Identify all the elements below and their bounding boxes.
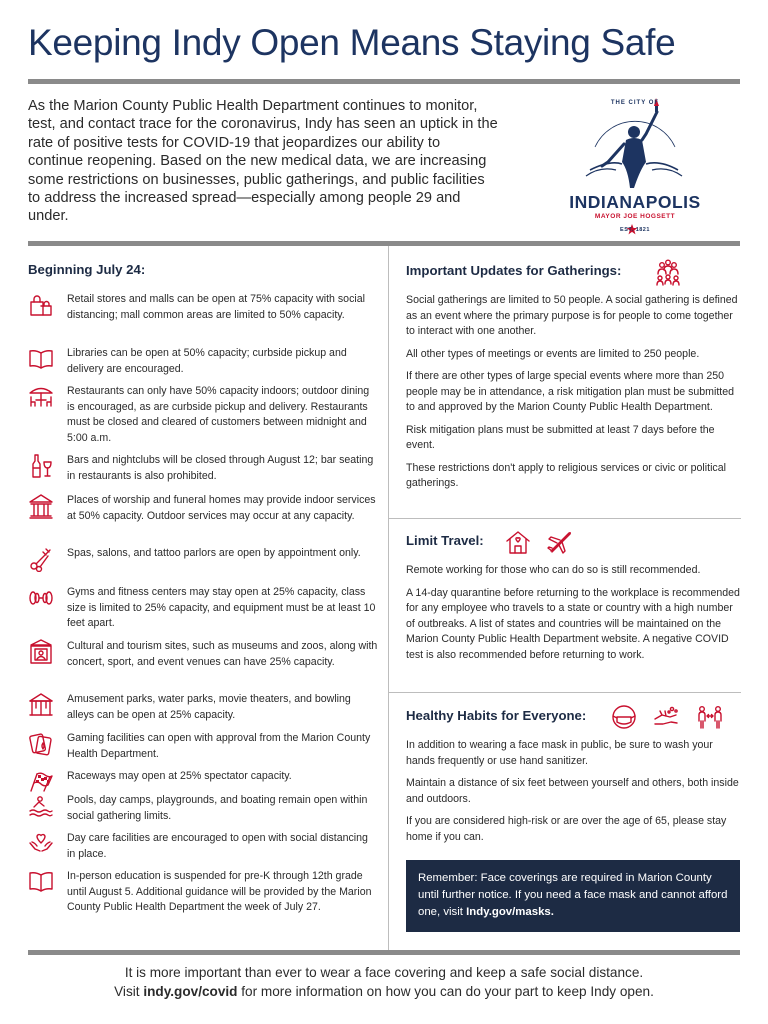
dumbbell-icon — [28, 585, 54, 611]
footer-tail-text: for more information on how you can do your part to keep Indy open. — [237, 983, 654, 999]
footer-line-1: It is more important than ever to wear a face covering and keep a safe social distance. — [124, 965, 644, 980]
gatherings-heading: Important Updates for Gatherings: — [406, 263, 622, 278]
travel-section — [406, 532, 740, 663]
carousel-icon — [28, 692, 54, 718]
item-text: Day care facilities are encouraged to open with social distancing in place. — [67, 832, 368, 860]
item-text: Cultural and tourism sites, such as museums and zoos, along with concert, sport, and event venues can have 25% capacity. — [67, 640, 378, 668]
checkered-flag-icon — [28, 769, 54, 795]
top-rule — [28, 79, 740, 84]
bottom-rule — [28, 950, 740, 955]
column-divider — [388, 246, 389, 950]
item-text: Amusement parks, water parks, movie theaters, and bowling alleys can be open at 25% capacity. — [67, 693, 351, 721]
heart-hands-icon — [28, 831, 54, 857]
item-text: In-person education is suspended for pre-K through 12th grade until August 5. Additional guidance will be provided by the Marion County Public Health Department the week of July 27. — [67, 870, 372, 913]
logo-city-label: THE CITY OF — [610, 100, 660, 106]
logo-name: INDIANAPOLIS — [569, 192, 701, 212]
logo-mayor: MAYOR JOE HOGSETT — [594, 213, 676, 220]
intro-paragraph: As the Marion County Public Health Department continues to monitor, test, and contact trace for the coronavirus, Indy has seen an uptick in the rate of positive tests for COVID-19 that jeopardizes our ability to continue reopening. Based on the new medical data, we are increasing some restrictions on businesses, public gatherings, and public facilities to address the increased spread—especially among people 29 and under. — [28, 98, 498, 225]
open-book-icon — [28, 346, 54, 372]
face-mask-icon — [610, 703, 638, 731]
gatherings-paragraph: If there are other types of large special events where more than 250 people may be in attendance, a risk mitigation plan must be submitted to and approved by the Marion County Public Health Department. — [406, 370, 735, 413]
travel-paragraph: A 14-day quarantine before returning to the workplace is recommended for any employee who travels to a state or country with a high number of outbreaks. A list of states and countries will be maintained on the Marion County Public Health Department website. A negative COVID test is also recommended before returning to work. — [406, 586, 740, 661]
item-text: Raceways may open at 25% spectator capacity. — [67, 770, 292, 782]
swimmer-icon — [28, 793, 54, 819]
section-divider — [389, 692, 741, 693]
wine-bottle-icon — [28, 453, 54, 479]
logo-est: EST. 1821 — [620, 227, 650, 233]
gatherings-paragraph: All other types of meetings or events are limited to 250 people. — [406, 347, 700, 360]
item-text: Libraries can be open at 50% capacity; curbside pickup and delivery are encouraged. — [67, 347, 347, 375]
group-people-icon — [654, 258, 682, 286]
item-text: Spas, salons, and tattoo parlors are open by appointment only. — [67, 547, 361, 559]
footer-visit-text: Visit — [114, 983, 144, 999]
gatherings-paragraph: These restrictions don't apply to religious services or civic or political gatherings. — [406, 461, 726, 489]
item-text: Bars and nightclubs will be closed through August 12; bar seating in restaurants is also prohibited. — [67, 454, 374, 482]
item-text: Gyms and fitness centers may stay open at 25% capacity, class size is limited to 25% capacity, and equipment must be at least 10 feet apart. — [67, 586, 376, 629]
gatherings-paragraph: Social gatherings are limited to 50 people. A social gathering is defined as an event where the primary purpose is for people to come together to interact with one another. — [406, 294, 738, 337]
section-divider — [389, 518, 741, 519]
scissors-icon — [28, 546, 54, 572]
section-rule — [28, 241, 740, 246]
item-text: Pools, day camps, playgrounds, and boating remain open within social gathering limits. — [67, 794, 368, 822]
shopping-bags-icon — [28, 292, 54, 318]
city-logo — [550, 92, 720, 237]
travel-heading: Limit Travel: — [406, 533, 484, 548]
habits-heading: Healthy Habits for Everyone: — [406, 708, 587, 723]
gatherings-section — [406, 262, 740, 492]
masks-link[interactable]: Indy.gov/masks. — [466, 906, 554, 918]
temple-icon — [28, 493, 54, 519]
item-text: Places of worship and funeral homes may provide indoor services at 50% capacity. Outdoor services may occur at any capacity. — [67, 494, 376, 522]
item-text: Gaming facilities can open with approval from the Marion County Health Department. — [67, 732, 371, 760]
item-text: Retail stores and malls can be open at 75% capacity with social distancing; mall common areas are limited to 50% capacity. — [67, 293, 365, 321]
left-heading: Beginning July 24: — [28, 262, 146, 277]
left-column — [28, 262, 378, 913]
habits-paragraph: In addition to wearing a face mask in public, be sure to wash your hands frequently or use hand sanitizer. — [406, 739, 713, 767]
book-icon — [28, 869, 54, 895]
habits-section — [406, 707, 740, 845]
social-distance-people-icon — [696, 703, 724, 731]
habits-paragraph: If you are considered high-risk or are over the age of 65, please stay home if you can. — [406, 815, 727, 843]
footer — [0, 964, 768, 1001]
airplane-icon — [546, 528, 574, 556]
covid-link[interactable]: indy.gov/covid — [143, 983, 238, 999]
playing-cards-icon — [28, 731, 54, 757]
item-text: Restaurants can only have 50% capacity indoors; outdoor dining is encouraged, as are curbside pickup and delivery. Restaurants must be closed and cleared of customers between midnight and 5:00 a.m. — [67, 385, 370, 444]
reminder-box — [406, 860, 740, 932]
footer-line-2 — [0, 983, 768, 1002]
gatherings-paragraph: Risk mitigation plans must be submitted at least 7 days before the event. — [406, 423, 715, 451]
house-icon — [504, 528, 532, 556]
habits-paragraph: Maintain a distance of six feet between yourself and others, both inside and outdoors. — [406, 777, 739, 805]
reminder-text: Remember: Face coverings are required in Marion County until further notice. If you need a face mask and cannot afford one, visit — [418, 872, 728, 918]
hand-washing-icon — [652, 703, 680, 731]
travel-paragraph: Remote working for those who can do so is still recommended. — [406, 564, 701, 576]
museum-frame-icon — [28, 639, 54, 665]
patio-table-icon — [28, 384, 54, 410]
page-title: Keeping Indy Open Means Staying Safe — [28, 22, 676, 63]
